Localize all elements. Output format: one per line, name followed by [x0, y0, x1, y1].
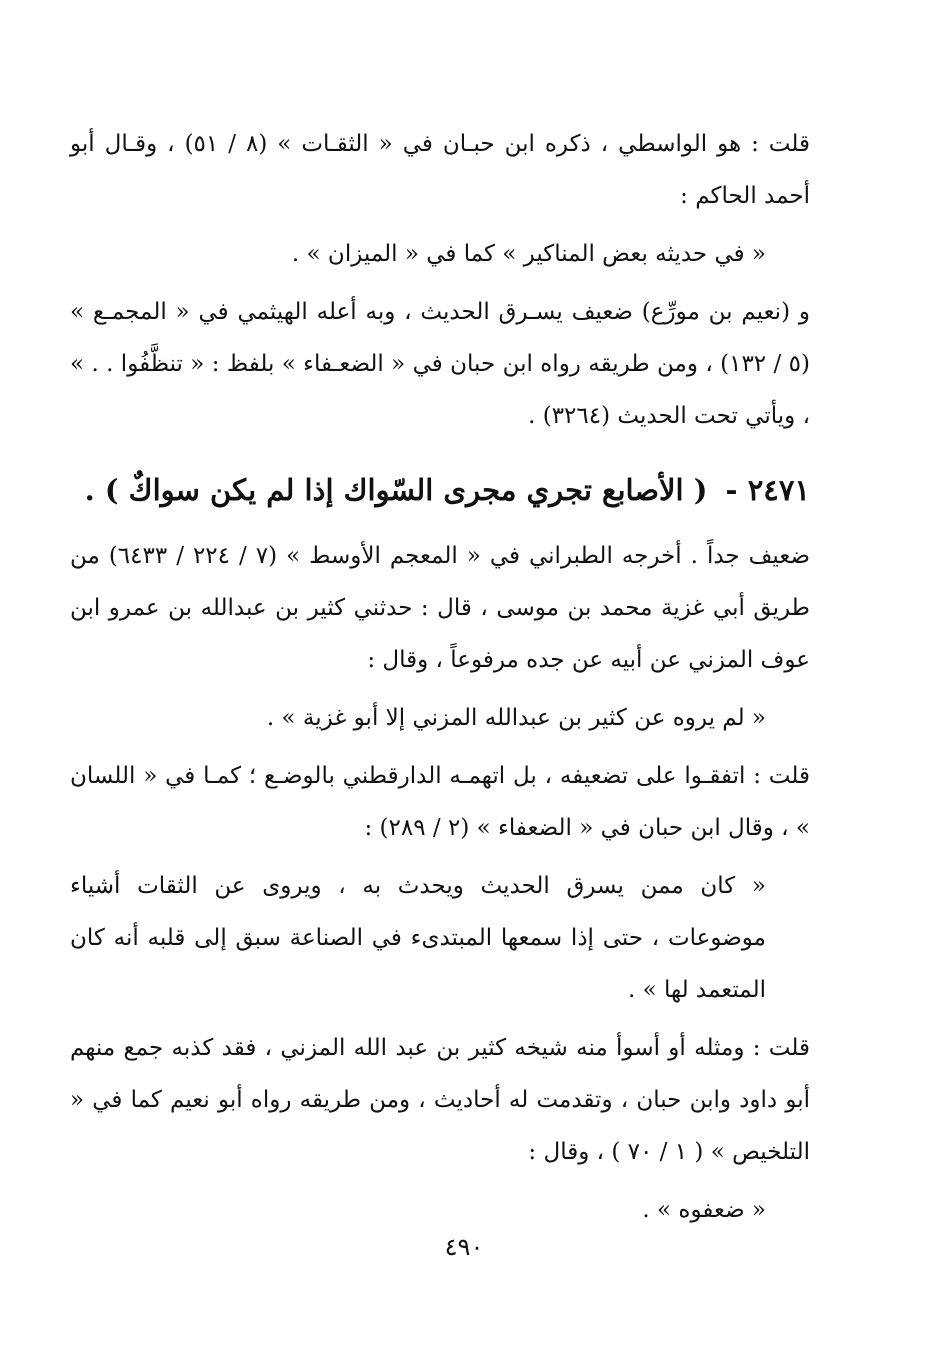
quote-ibn-hibban: « كان ممن يسرق الحديث ويحدث به ، ويروى عن الثقات أشياء موضوعات ، حتى إذا سمعها المبتدىء في الصناعة سبق إلى قلبه أنه كان المتعمد لها » .	[70, 873, 766, 1003]
paragraph-wasiti: قلت : هو الواسطي ، ذكره ابن حبـان في « الثقـات » (٨ / ٥١) ، وقـال أبو أحمد الحاكم :	[70, 131, 811, 209]
hadith-heading	[70, 460, 810, 520]
quote-mizan: « في حديثه بعض المناكير » كما في « الميزان » .	[291, 241, 766, 267]
paragraph-daraqutni: قلت : اتفقـوا على تضعيفه ، بل اتهمـه الدارقطني بالوضـع ؛ كمـا في « اللسان » ، وقال ابن حبان في « الضعفاء » (٢ / ٢٨٩) :	[70, 763, 810, 841]
page-content	[70, 118, 810, 1242]
quote-daafuhu: « ضعفوه » .	[642, 1197, 766, 1223]
hadith-text: ( الأصابع تجري مجرى السّواك إذا لم يكن سواكٌ ) .	[84, 473, 708, 507]
paragraph-nuaim: و (نعيم بن مورِّع) ضعيف يسـرق الحديث ، وبه أعله الهيثمي في « المجمـع » (٥ / ١٣٢) ، ومن طريقه رواه ابن حبان في « الضعـفاء » بلفظ : « تنظَّفُوا . . » ، ويأتي تحت الحديث (٣٢٦٤) .	[70, 299, 810, 429]
page-number: ٤٩٠	[444, 1233, 484, 1261]
quote-tabarani: « لم يروه عن كثير بن عبدالله المزني إلا أبو غزية » .	[266, 705, 766, 731]
paragraph-takhrij: ضعيف جداً . أخرجه الطبراني في « المعجم الأوسط » (٧ / ٢٢٤ / ٦٤٣٣) من طريق أبي غزية محمد بن موسى ، قال : حدثني كثير بن عبدالله بن عمرو ابن عوف المزني عن أبيه عن جده مرفوعاً ، وقال :	[70, 543, 810, 673]
hadith-number: ٢٤٧١ -	[725, 473, 810, 507]
paragraph-kathir: قلت : ومثله أو أسوأ منه شيخه كثير بن عبد الله المزني ، فقد كذبه جمع منهم أبو داود وابن حبان ، وتقدمت له أحاديث ، ومن طريقه رواه أبو نعيم كما في « التلخيص » ( ١ / ٧٠ ) ، وقال :	[70, 1035, 810, 1165]
